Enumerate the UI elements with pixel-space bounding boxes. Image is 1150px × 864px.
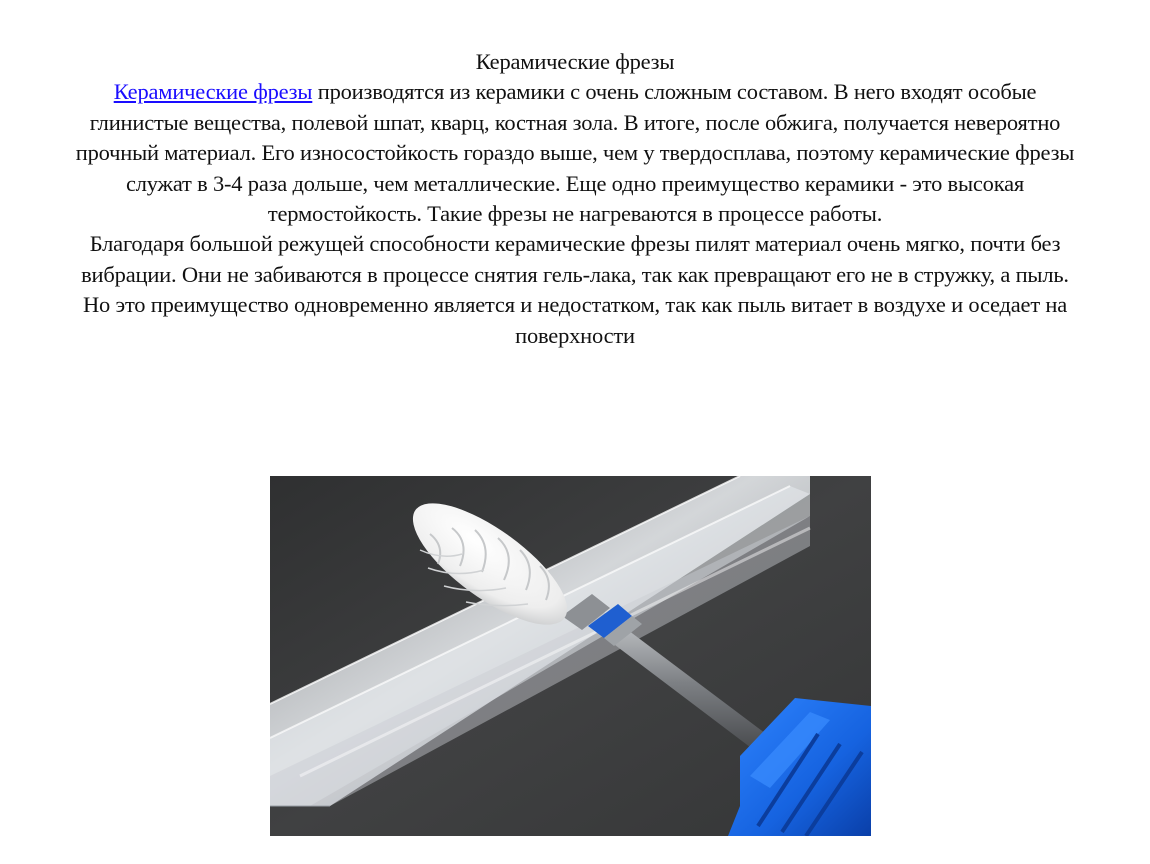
ceramic-drill-bit-photo bbox=[270, 476, 871, 836]
paragraph-ceramic-properties bbox=[70, 77, 1080, 229]
document-body bbox=[70, 47, 1080, 351]
paragraph-ceramic-advantages: Благодаря большой режущей способности керамические фрезы пилят материал очень мягко, почти без вибрации. Они не забиваются в процессе снятия гель-лака, так как превращают его не в стружку, а пыль. Но это преимущество одновременно является и недостатком, так как пыль витает в воздухе и оседает на поверхности bbox=[81, 231, 1069, 348]
document-title: Керамические фрезы bbox=[475, 49, 675, 74]
paragraph-ceramic-properties-text: производятся из керамики с очень сложным составом. В него входят особые глинистые вещества, полевой шпат, кварц, костная зола. В итоге, после обжига, получается невероятно прочный материал. Его износостойкость гораздо выше, чем у твердосплава, поэтому керамические фрезы служат в 3-4 раза дольше, чем металлические. Еще одно преимущество керамики - это высокая термостойкость. Такие фрезы не нагреваются в процессе работы. bbox=[75, 79, 1075, 227]
ceramic-bits-link[interactable]: Керамические фрезы bbox=[113, 79, 313, 105]
drill-bit-illustration-icon bbox=[270, 476, 871, 836]
